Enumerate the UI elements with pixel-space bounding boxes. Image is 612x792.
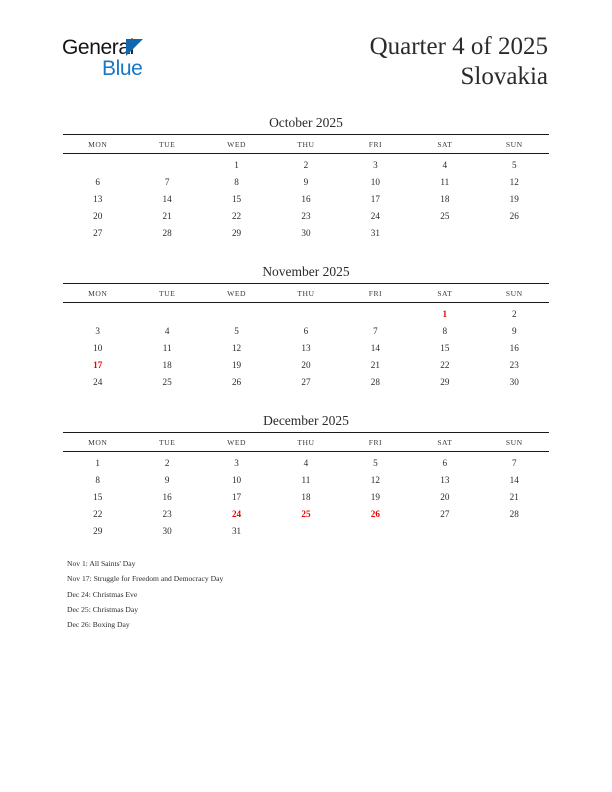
calendar-day-empty	[410, 522, 479, 539]
calendar-day[interactable]: 28	[370, 376, 380, 387]
calendar-day[interactable]: 23	[509, 359, 519, 370]
calendar-day[interactable]: 7	[373, 325, 378, 336]
weekday-header-sat: SAT	[437, 139, 453, 149]
calendar-day[interactable]: 11	[301, 474, 311, 485]
calendar-day[interactable]: 22	[440, 359, 450, 370]
calendar-day[interactable]: 24	[370, 210, 380, 221]
month-calendar-table	[63, 134, 549, 241]
month-days-body	[63, 303, 549, 391]
calendar-day[interactable]: 23	[162, 508, 172, 519]
page-header	[0, 0, 612, 105]
weekday-header-mon: MON	[88, 139, 108, 149]
calendar-week-row	[63, 224, 549, 241]
calendar-day[interactable]: 20	[301, 359, 311, 370]
calendar-week-row	[63, 373, 549, 390]
calendar-day[interactable]: 9	[164, 474, 170, 485]
calendar-day-empty	[271, 522, 340, 539]
calendar-day[interactable]: 13	[440, 474, 450, 485]
month-title: November 2025	[262, 264, 350, 279]
calendar-day[interactable]: 9	[303, 176, 309, 187]
calendar-week-row	[63, 190, 549, 207]
calendar-week-row	[63, 173, 549, 190]
calendar-day[interactable]: 11	[162, 342, 172, 353]
calendar-week-row	[63, 339, 549, 356]
general-blue-logo	[62, 36, 242, 84]
calendar-day[interactable]: 3	[373, 159, 378, 170]
weekday-header-mon: MON	[88, 288, 108, 298]
weekday-header-fri: FRI	[368, 288, 383, 298]
calendar-day[interactable]: 16	[301, 193, 311, 204]
calendar-day[interactable]: 30	[301, 227, 311, 238]
weekday-header-sun: SUN	[505, 288, 523, 298]
weekday-header-tue: TUE	[159, 139, 176, 149]
calendar-day[interactable]: 26	[231, 376, 242, 387]
calendar-day[interactable]: 19	[509, 193, 519, 204]
calendar-day[interactable]: 13	[301, 342, 311, 353]
calendar-day-empty	[410, 224, 479, 241]
calendar-day[interactable]: 29	[231, 227, 242, 238]
calendar-day[interactable]: 10	[93, 342, 103, 353]
holiday-legend-entry: Dec 25: Christmas Day	[67, 604, 139, 614]
calendar-week-row	[63, 356, 549, 373]
calendar-day[interactable]: 16	[162, 491, 172, 502]
weekday-header-fri: FRI	[368, 139, 383, 149]
calendar-day[interactable]: 18	[440, 193, 450, 204]
holiday-legend-entry: Dec 24: Christmas Eve	[67, 589, 138, 599]
month-title: October 2025	[269, 115, 343, 130]
calendar-week-row	[63, 505, 549, 522]
calendar-day[interactable]: 19	[231, 359, 242, 370]
weekday-header-sat: SAT	[437, 437, 453, 447]
calendar-day-empty	[271, 303, 340, 323]
page-subtitle-country: Slovakia	[460, 63, 548, 90]
calendar-week-row	[63, 322, 549, 339]
holiday-legend-entry: Nov 1: All Saints' Day	[67, 559, 136, 568]
logo-text-general: General	[62, 36, 134, 59]
calendar-day[interactable]: 6	[95, 176, 100, 187]
calendar-day[interactable]: 12	[370, 474, 380, 485]
calendar-day[interactable]: 27	[93, 227, 103, 238]
calendar-day[interactable]: 11	[440, 176, 450, 187]
calendar-day[interactable]: 17	[231, 491, 242, 502]
month-block-november	[63, 263, 549, 390]
weekday-header-fri: FRI	[368, 437, 383, 447]
calendar-day-empty	[341, 522, 410, 539]
holiday-legend-entry: Nov 17: Struggle for Freedom and Democracy Day	[67, 574, 224, 584]
month-title: December 2025	[263, 413, 349, 428]
calendar-day[interactable]: 10	[370, 176, 380, 187]
calendar-day[interactable]: 1	[95, 457, 100, 468]
calendar-day[interactable]: 27	[301, 376, 311, 387]
calendar-day[interactable]: 8	[234, 176, 239, 187]
calendar-day-holiday[interactable]: 24	[231, 508, 242, 519]
calendar-day-holiday[interactable]: 25	[301, 508, 311, 519]
calendar-day[interactable]: 1	[234, 159, 239, 170]
title-block	[370, 32, 548, 92]
month-block-december	[63, 412, 549, 539]
weekday-header-sun: SUN	[505, 437, 523, 447]
calendar-day[interactable]: 5	[234, 325, 239, 336]
calendar-day[interactable]: 2	[164, 457, 170, 468]
calendar-day[interactable]: 31	[231, 525, 242, 536]
calendar-day[interactable]: 29	[93, 525, 103, 536]
weekday-header-wed: WED	[227, 139, 246, 149]
calendar-day-holiday[interactable]: 17	[93, 359, 103, 370]
calendar-day[interactable]: 4	[164, 325, 170, 336]
calendar-day[interactable]: 15	[440, 342, 450, 353]
weekday-header-thu: THU	[297, 437, 315, 447]
calendar-day[interactable]: 5	[373, 457, 378, 468]
calendar-day[interactable]: 4	[442, 159, 448, 170]
weekday-header-thu: THU	[297, 139, 315, 149]
calendar-day[interactable]: 21	[509, 491, 519, 502]
month-days-body	[63, 452, 549, 540]
calendar-week-row	[63, 303, 549, 323]
calendar-day-holiday[interactable]: 26	[370, 508, 380, 519]
calendar-day-empty	[202, 303, 271, 323]
calendar-day[interactable]: 26	[509, 210, 519, 221]
calendar-day[interactable]: 30	[162, 525, 172, 536]
calendar-day[interactable]: 10	[231, 474, 242, 485]
calendar-day[interactable]: 28	[509, 508, 519, 519]
calendar-day-holiday[interactable]: 1	[442, 308, 448, 319]
calendar-day[interactable]: 25	[162, 376, 172, 387]
calendar-day[interactable]: 18	[162, 359, 172, 370]
weekday-header-tue: TUE	[159, 288, 176, 298]
calendar-week-row	[63, 471, 549, 488]
calendar-week-row	[63, 452, 549, 472]
calendar-week-row	[63, 522, 549, 539]
weekday-header-wed: WED	[227, 437, 246, 447]
weekday-header-row	[63, 135, 549, 154]
calendar-day[interactable]: 4	[303, 457, 309, 468]
calendar-week-row	[63, 207, 549, 224]
calendar-day[interactable]: 30	[509, 376, 519, 387]
month-calendar-table	[63, 283, 549, 390]
calendar-day[interactable]: 15	[231, 193, 242, 204]
weekday-header-sun: SUN	[505, 139, 523, 149]
calendar-day-empty	[132, 154, 201, 174]
calendar-day[interactable]: 8	[442, 325, 448, 336]
calendar-day[interactable]: 19	[370, 491, 380, 502]
calendar-day[interactable]: 15	[93, 491, 103, 502]
calendar-day[interactable]: 2	[511, 308, 517, 319]
calendar-day[interactable]: 12	[509, 176, 519, 187]
month-calendar-table	[63, 432, 549, 539]
calendar-day[interactable]: 9	[511, 325, 517, 336]
calendar-day[interactable]: 6	[442, 457, 448, 468]
calendar-day[interactable]: 7	[511, 457, 517, 468]
weekday-header-sat: SAT	[437, 288, 453, 298]
calendar-day[interactable]: 13	[93, 193, 103, 204]
calendar-day[interactable]: 20	[440, 491, 450, 502]
calendar-day[interactable]: 6	[303, 325, 309, 336]
calendar-day[interactable]: 18	[301, 491, 311, 502]
calendar-day[interactable]: 5	[511, 159, 517, 170]
calendar-day[interactable]: 14	[162, 193, 172, 204]
logo-text-blue: Blue	[102, 57, 143, 80]
holiday-legend-list	[67, 556, 467, 632]
calendar-day[interactable]: 8	[95, 474, 100, 485]
calendar-day-empty	[480, 522, 549, 539]
calendar-day[interactable]: 29	[440, 376, 450, 387]
calendar-day[interactable]: 31	[370, 227, 380, 238]
calendar-day[interactable]: 17	[370, 193, 380, 204]
weekday-header-row	[63, 284, 549, 303]
calendar-day[interactable]: 3	[95, 325, 100, 336]
calendar-day[interactable]: 16	[509, 342, 519, 353]
calendar-day[interactable]: 7	[164, 176, 170, 187]
calendar-day-empty	[341, 303, 410, 323]
calendar-day-empty	[63, 154, 132, 174]
calendar-day[interactable]: 3	[234, 457, 239, 468]
calendar-day[interactable]: 14	[509, 474, 519, 485]
calendar-day-empty	[480, 224, 549, 241]
page-title: Quarter 4 of 2025	[369, 33, 548, 60]
weekday-header-mon: MON	[88, 437, 108, 447]
calendar-day[interactable]: 12	[231, 342, 242, 353]
month-block-october	[63, 114, 549, 241]
calendar-day[interactable]: 28	[162, 227, 172, 238]
calendar-week-row	[63, 154, 549, 174]
logo-triangle-icon	[126, 39, 143, 56]
month-days-body	[63, 154, 549, 242]
calendar-day[interactable]: 23	[301, 210, 311, 221]
calendar-day[interactable]: 25	[440, 210, 450, 221]
calendar-day-empty	[132, 303, 201, 323]
weekday-header-tue: TUE	[159, 437, 176, 447]
calendar-week-row	[63, 488, 549, 505]
calendar-day[interactable]: 22	[93, 508, 103, 519]
calendar-day[interactable]: 27	[440, 508, 450, 519]
holiday-legend-entry: Dec 26: Boxing Day	[67, 620, 130, 630]
calendar-day-empty	[63, 303, 132, 323]
calendar-day[interactable]: 21	[370, 359, 380, 370]
weekday-header-wed: WED	[227, 288, 246, 298]
calendar-day[interactable]: 20	[93, 210, 103, 221]
calendar-day[interactable]: 2	[303, 159, 309, 170]
calendar-day[interactable]: 14	[370, 342, 380, 353]
calendar-day[interactable]: 22	[231, 210, 242, 221]
calendar-day[interactable]: 21	[162, 210, 172, 221]
weekday-header-thu: THU	[297, 288, 315, 298]
weekday-header-row	[63, 433, 549, 452]
calendar-day[interactable]: 24	[93, 376, 103, 387]
